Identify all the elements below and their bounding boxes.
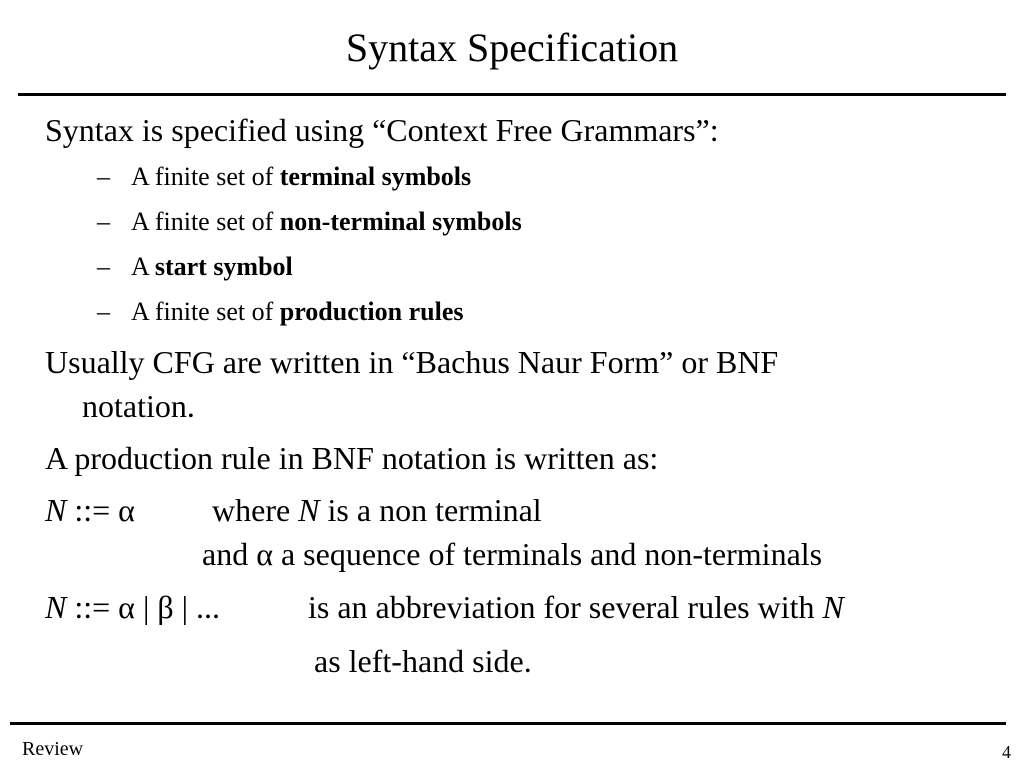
bullet-dash: – [97, 162, 110, 191]
footer-divider [10, 722, 1006, 725]
bullet-text: A finite set of [131, 297, 280, 326]
bullet-text: A [131, 252, 155, 281]
rule1-formula [45, 490, 135, 530]
rule1-nonterminal: N [45, 492, 67, 528]
bullet-terminal-symbols [97, 160, 471, 194]
bullet-production-rules [97, 295, 463, 329]
rule2-description-text: is an abbreviation for several rules with [308, 589, 823, 625]
rule1-where [212, 490, 542, 530]
bullet-dash: – [97, 207, 110, 236]
rule1-and: and α a sequence of terminals and non-terminals [202, 536, 823, 572]
page-number: 4 [1002, 742, 1011, 762]
rule2-nonterminal: N [45, 589, 67, 625]
rule2-formula [45, 587, 220, 627]
bullet-text: A finite set of [131, 207, 280, 236]
bullet-term: terminal symbols [279, 162, 472, 191]
rule1-where-text: where [212, 492, 299, 528]
bullet-text: A finite set of [131, 162, 280, 191]
rule1-where-rest: is a non terminal [319, 492, 542, 528]
bullet-dash: – [97, 297, 110, 326]
rule2-operator: ::= α | β | ... [66, 589, 221, 625]
rule1-where-symbol: N [298, 492, 320, 528]
intro-text: Syntax is specified using “Context Free Grammars”: [45, 112, 719, 148]
bnf-text-line1: Usually CFG are written in “Bachus Naur Form” or BNF [45, 344, 779, 380]
bullet-non-terminal-symbols [97, 205, 522, 239]
production-intro: A production rule in BNF notation is written as: [45, 440, 659, 476]
bullet-term: production rules [279, 297, 464, 326]
rule1-operator: ::= α [66, 492, 135, 528]
footer-section: Review [22, 738, 84, 760]
rule2-description [308, 587, 844, 627]
bnf-text-line2: notation. [82, 388, 195, 424]
title-divider [18, 93, 1006, 96]
bullet-start-symbol [97, 250, 293, 284]
rule2-description-symbol: N [822, 589, 844, 625]
rule2-continuation: as left-hand side. [314, 643, 532, 679]
bullet-term: non-terminal symbols [279, 207, 522, 236]
bullet-dash: – [97, 252, 110, 281]
slide-title: Syntax Specification [345, 25, 679, 70]
bullet-term: start symbol [154, 252, 293, 281]
